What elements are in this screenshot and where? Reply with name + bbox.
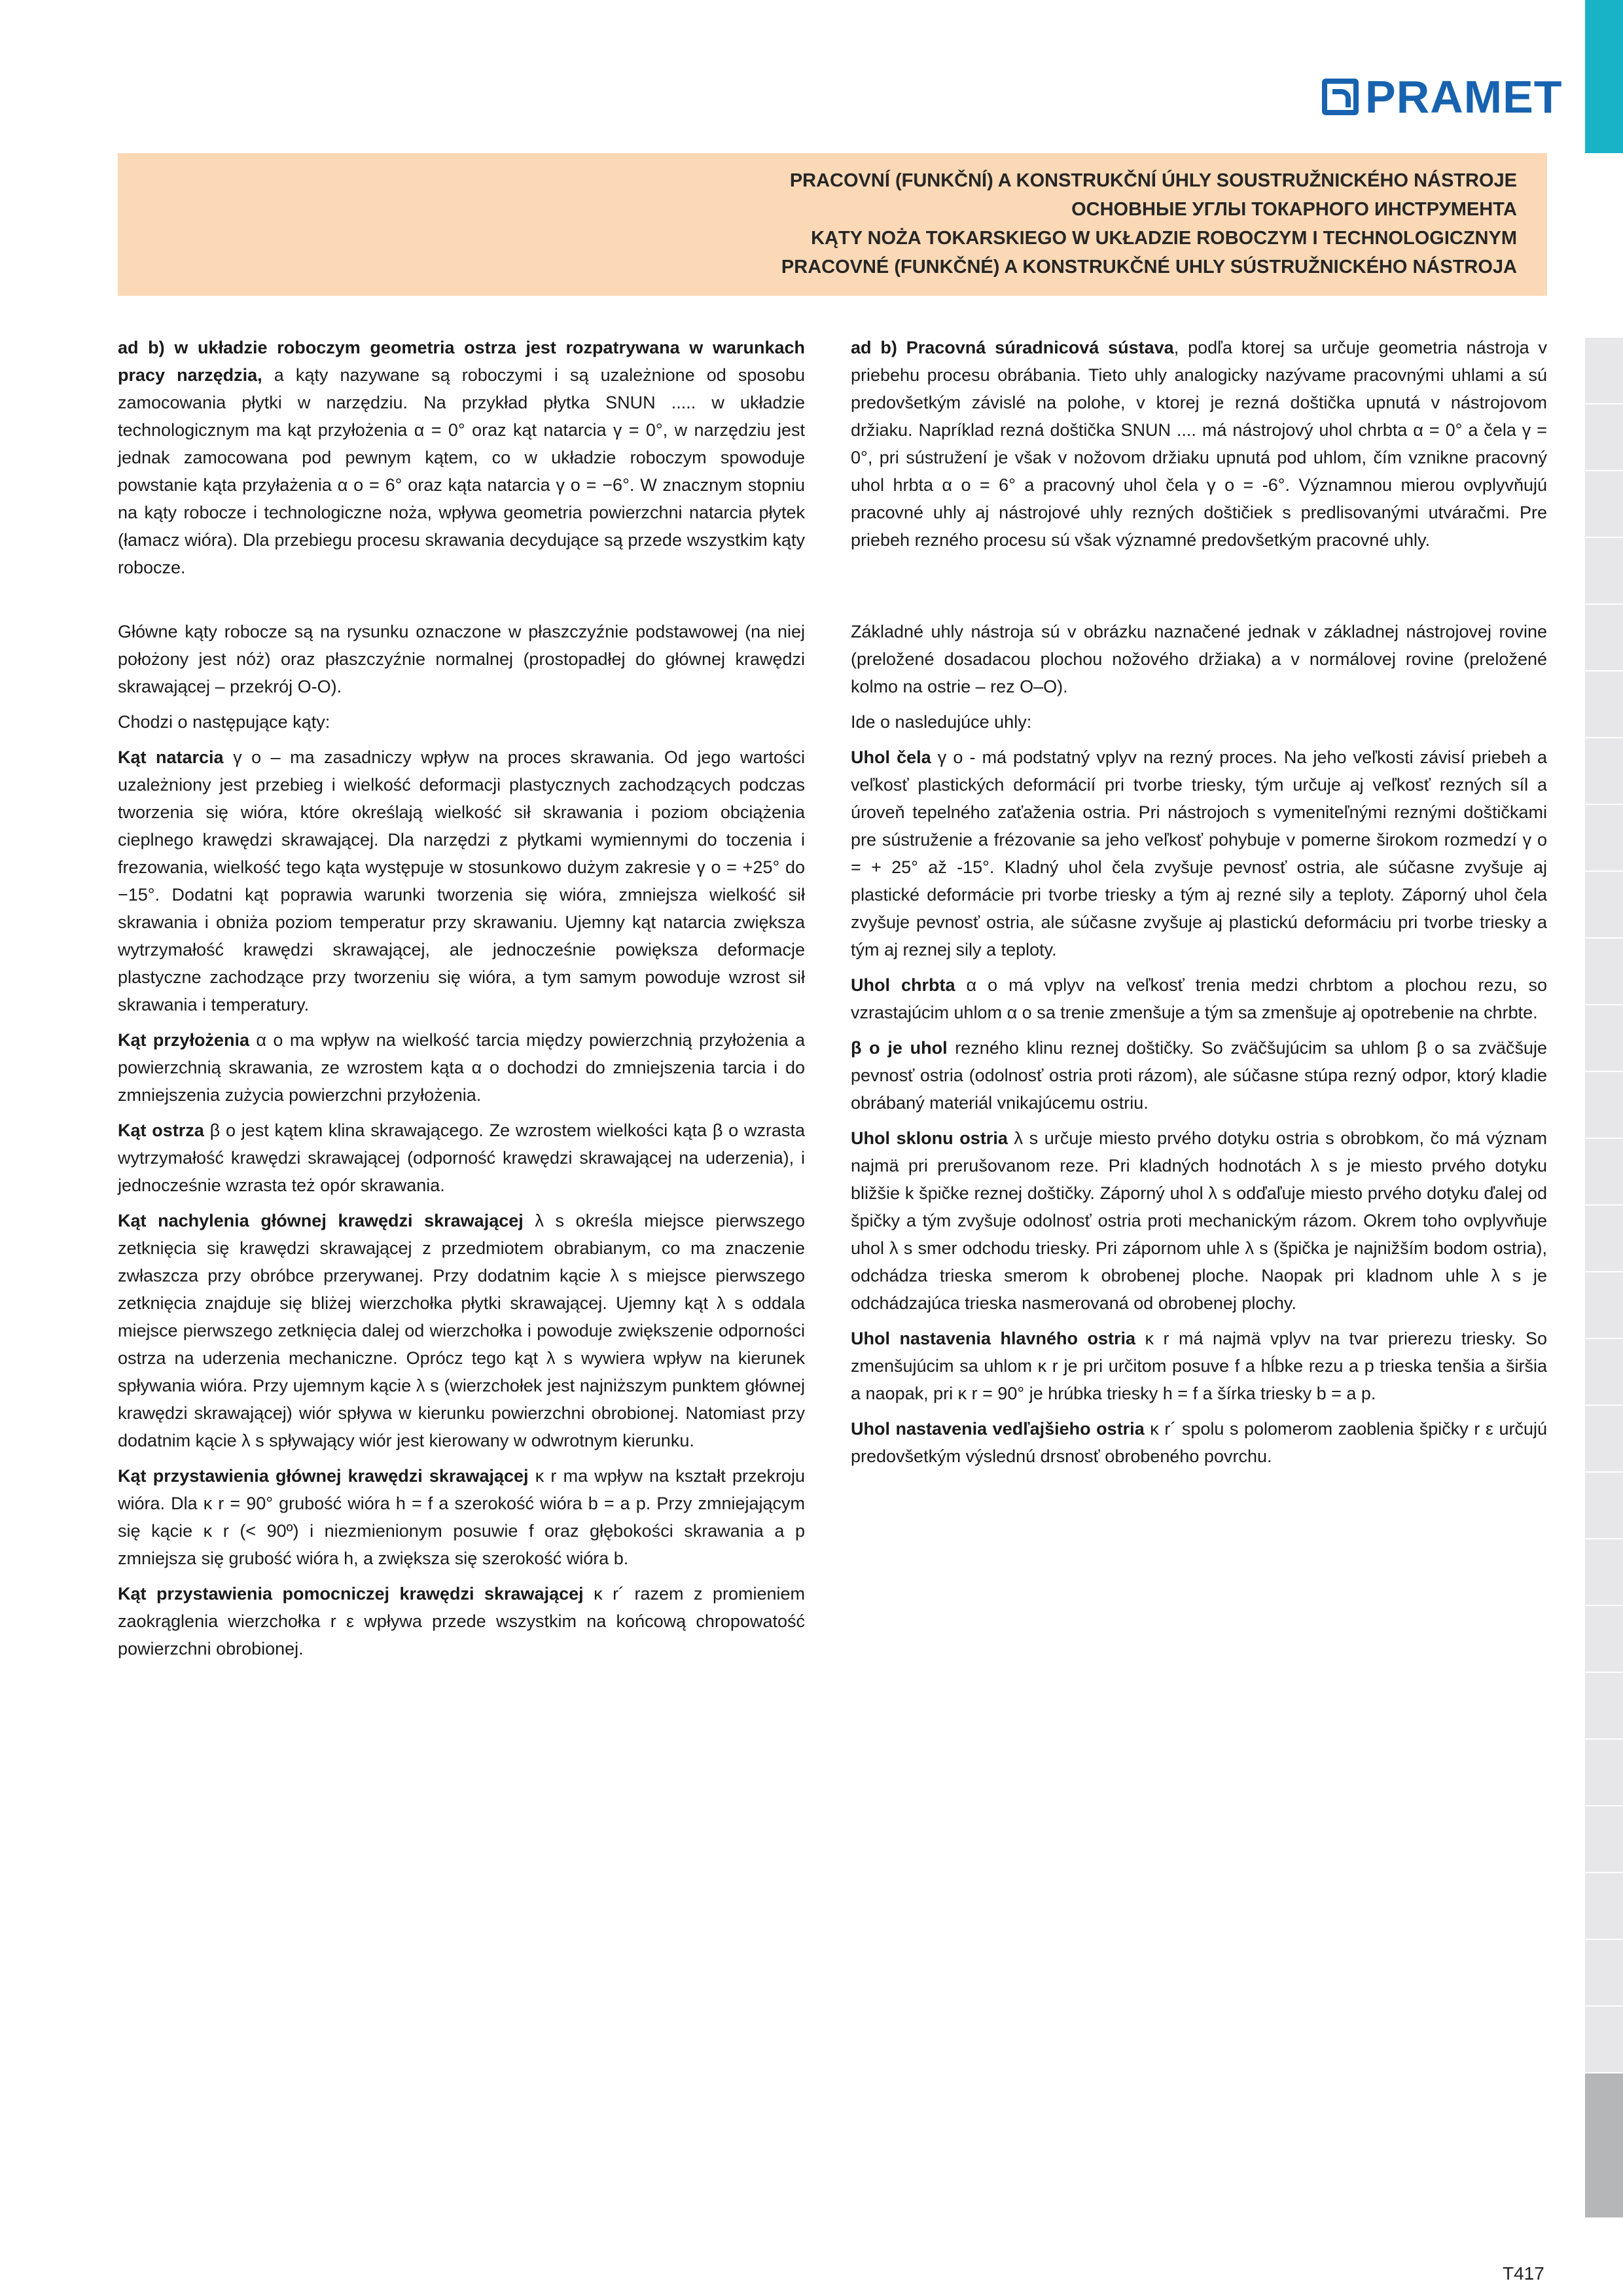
side-tab[interactable]: [1585, 939, 1623, 1005]
paragraph-text: λ s określa miejsce pierwszego zetknięcia się krawędzi skrawającej z przedmiotem obrabianym, co ma znaczenie zwłaszcza przy obróbce przerywanej. Przy dodatnim kącie λ s miejsce pierwszego zetknięcia znajduje się bliżej wierzchołka płytki skrawającej. Ujemny kąt λ s oddala miejsce pierwszego zetknięcia dalej od wierzchołka i powoduje zwiększenie odporności ostrza na uderzenia mechaniczne. Oprócz tego kąt λ s wywiera wpływ na kierunek spływania wióra. Przy ujemnym kącie λ s (wierzchołek jest najniższym punktem głównej krawędzi skrawającej) wiór spływa w kierunku powierzchni obrobionej. Natomiast przy dodatnim kącie λ s spływający wiór jest kierowany w odwrotnym kierunku.: [118, 1211, 806, 1450]
paragraph: [118, 1117, 805, 1199]
side-tab[interactable]: [1585, 1406, 1623, 1473]
side-tab[interactable]: [1585, 1339, 1623, 1406]
side-tab[interactable]: [1585, 1673, 1623, 1740]
header-title-pl: KĄTY NOŻA TOKARSKIEGO W UKŁADZIE ROBOCZYM I TECHNOLOGICZNYM: [811, 228, 1517, 249]
paragraph-lead: Uhol chrbta: [851, 975, 955, 995]
paragraph-text: , podľa ktorej sa určuje geometria nástroja v priebehu procesu obrábania. Tieto uhly analogicky nazývame pracovnými uhlami a sú predovšetkým závislé na polohe, v ktorej je rezná doštička upnutá v nástrojovom držiaku. Napríklad rezná doštička SNUN .... má nástrojový uhol chrbta α = 0° a čela γ = 0°, pri sústružení je však v nožovom držiaku upnutá pod uhlom, čím vznikne pracovný uhol hrbta α o = 6° a pracovný uhol čela γ o = -6°. Významnou mierou ovplyvňujú pracovné uhly aj nástrojové uhly rezných doštičiek s predlisovanými utváračmi. Pre priebeh rezného procesu sú však významné predovšetkým pracovné uhly.: [851, 338, 1547, 550]
side-tab[interactable]: [1585, 738, 1623, 805]
paragraph: [118, 1026, 805, 1109]
paragraph-lead: Kąt nachylenia głównej krawędzi skrawającej: [118, 1211, 524, 1230]
paragraph-lead: Kąt przystawienia głównej krawędzi skrawającej: [118, 1466, 529, 1486]
side-tab[interactable]: [1585, 805, 1623, 872]
paragraph-text: Główne kąty robocze są na rysunku oznaczone w płaszczyźnie podstawowej (na niej położony jest nóż) oraz płaszczyźnie normalnej (prostopadłej do głównej krawędzi skrawającej – przekrój O-O).: [118, 622, 805, 696]
side-tab[interactable]: [1585, 872, 1623, 939]
paragraph-text: γ o – ma zasadniczy wpływ na proces skrawania. Od jego wartości uzależniony jest przebieg i wielkość deformacji plastycznych zachodzących podczas tworzenia się wióra, które określają wielkość sił skrawania i poziom obciążenia cieplnego krawędzi skrawającej. Dla narzędzi z płytkami wymiennymi do toczenia i frezowania, wielkość tego kąta występuje w stosunkowo dużym zakresie γ o = +25° do −15°. Dodatni kąt poprawia warunki tworzenia się wióra, zmniejsza wielkość sił skrawania i obniża poziom temperatur przy skrawaniu. Ujemny kąt natarcia zwiększa wytrzymałość krawędzi skrawającej, ale jednocześnie powiększa deformacje plastyczne zachodzące przy tworzeniu się wióra, a tym samym powoduje wzrost sił skrawania i temperatury.: [118, 747, 805, 1014]
side-index-tabs: [1585, 0, 1623, 2296]
side-tab-active[interactable]: [1585, 0, 1623, 154]
paragraph-lead: Kąt natarcia: [118, 747, 224, 767]
side-tab[interactable]: [1585, 1072, 1623, 1139]
header-title-sk: PRACOVNÉ (FUNKČNÉ) A KONSTRUKČNÉ UHLY SÚSTRUŽNICKÉHO NÁSTROJA: [781, 257, 1517, 278]
paragraph: [118, 1462, 805, 1572]
paragraph-text: κ r má najmä vplyv na tvar prierezu triesky. So zmenšujúcim sa uhlom κ r je pri určitom posuve f a hĺbke rezu a p trieska tenšia a širšia a naopak, pri κ r = 90° je hrúbka triesky h = f a šírka triesky b = a p.: [851, 1329, 1547, 1403]
pramet-logo-icon: [1322, 79, 1359, 115]
header-title-cs: PRACOVNÍ (FUNKČNÍ) A KONSTRUKČNÍ ÚHLY SOUSTRUŽNICKÉHO NÁSTROJE: [789, 170, 1517, 191]
paragraph-lead: ad b) Pracovná súradnicová sústava: [851, 338, 1174, 357]
paragraph-lead: β o je uhol: [851, 1038, 948, 1058]
right-main-column: [851, 618, 1547, 1478]
paragraph-text: κ r´ spolu s polomerom zaoblenia špičky r ε určujú predovšetkým výslednú drsnosť obrobeného povrchu.: [851, 1419, 1547, 1466]
header-title-ru: ОСНОВНЫЕ УГЛЫ ТОКАРНОГО ИНСТРУМЕНТА: [1071, 199, 1517, 220]
side-tab[interactable]: [1585, 1005, 1623, 1072]
side-tab[interactable]: [1585, 1272, 1623, 1339]
paragraph: [851, 1325, 1547, 1407]
side-tab[interactable]: [1585, 1873, 1623, 1940]
paragraph-lead: Kąt przyłożenia: [118, 1030, 249, 1050]
paragraph: [851, 1415, 1547, 1470]
side-tab[interactable]: [1585, 1206, 1623, 1272]
left-main-column: [118, 618, 805, 1670]
paragraph-lead: Uhol nastavenia hlavného ostria: [851, 1329, 1136, 1348]
pramet-logo: [1322, 73, 1563, 120]
paragraph: [851, 744, 1547, 963]
side-tab[interactable]: [1585, 1139, 1623, 1206]
paragraph-text: Základné uhly nástroja sú v obrázku naznačené jednak v základnej nástrojovej rovine (preložené dosadacou plochou nožového držiaka) a v normálovej rovine (preložené kolmo na ostrie – rez O–O).: [851, 622, 1547, 696]
paragraph-lead: ad b) w układzie roboczym geometria ostrza jest rozpatrywana w warunkach pracy narzędzia,: [118, 338, 805, 385]
paragraph: [118, 334, 805, 581]
side-tab[interactable]: [1585, 338, 1623, 404]
side-tab[interactable]: [1585, 538, 1623, 605]
paragraph-text: α o ma wpływ na wielkość tarcia między powierzchnią przyłożenia a powierzchnią skrawania, ze wzrostem kąta α o dochodzi do zmniejszenia tarcia i do zmniejszenia zużycia powierzchni przyłożenia.: [118, 1030, 806, 1105]
right-top-paragraph: [851, 334, 1547, 562]
side-tab[interactable]: [1585, 1539, 1623, 1606]
header-band: [118, 153, 1547, 296]
paragraph: [851, 334, 1547, 554]
paragraph-lead: Uhol nastavenia vedľajšieho ostria: [851, 1419, 1145, 1439]
side-tab[interactable]: [1585, 404, 1623, 471]
paragraph: [118, 1580, 805, 1662]
paragraph-text: α o má vplyv na veľkosť trenia medzi chrbtom a plochou rezu, so vzrastajúcim uhlom α o sa trenie zmenšuje a tým sa zmenšuje aj opotrebenie na chrbte.: [851, 975, 1547, 1022]
side-tab[interactable]: [1585, 1473, 1623, 1539]
paragraph: [851, 971, 1547, 1026]
paragraph-text: Chodzi o następujące kąty:: [118, 712, 330, 732]
left-top-paragraph: [118, 334, 805, 589]
paragraph-text: Ide o nasledujúce uhly:: [851, 712, 1032, 732]
paragraph: [851, 1124, 1547, 1317]
side-tab[interactable]: [1585, 1740, 1623, 1806]
paragraph-lead: Kąt ostrza: [118, 1121, 204, 1140]
paragraph-lead: Uhol čela: [851, 747, 931, 767]
paragraph: [118, 708, 805, 736]
paragraph-text: a kąty nazywane są roboczymi i są uzależnione od sposobu zamocowania płytki w narzędziu. Na przykład płytka SNUN ..... w układzie technologicznym ma kąt przyłożenia α = 0° oraz kąt natarcia γ = 0°, w narzędziu jest jednak zamocowana pod pewnym kątem, co w układzie roboczym spowoduje powstanie kąta przyłażenia α o = 6° oraz kąta natarcia γ o = −6°. W znacznym stopniu na kąty robocze i technologiczne noża, wpływa geometria powierzchni natarcia płytek (łamacz wióra). Dla przebiegu procesu skrawania decydujące są przede wszystkim kąty robocze.: [118, 365, 805, 577]
paragraph-text: κ r´ razem z promieniem zaokrąglenia wierzchołka r ε wpływa przede wszystkim na końcową chropowatość powierzchni obrobionej.: [118, 1584, 805, 1659]
paragraph: [118, 618, 805, 700]
page-number: T417: [1503, 2263, 1544, 2284]
side-tab-lower[interactable]: [1585, 2073, 1623, 2219]
paragraph: [851, 708, 1547, 736]
side-tab[interactable]: [1585, 471, 1623, 538]
paragraph-text: β o jest kątem klina skrawającego. Ze wzrostem wielkości kąta β o wzrasta wytrzymałość krawędzi skrawającej (odporność krawędzi skrawającej na uderzenia), i jednocześnie wzrasta też opór skrawania.: [118, 1121, 805, 1195]
paragraph: [851, 618, 1547, 700]
side-tab[interactable]: [1585, 605, 1623, 672]
paragraph-lead: Uhol sklonu ostria: [851, 1128, 1008, 1148]
side-tab[interactable]: [1585, 1806, 1623, 1873]
side-tab[interactable]: [1585, 2007, 1623, 2073]
paragraph: [118, 744, 805, 1018]
paragraph-text: γ o - má podstatný vplyv na rezný proces. Na jeho veľkosti závisí priebeh a veľkosť plastických deformácií pri tvorbe triesky, tým určuje aj veľkosť rezných síl a úroveň tepelného zaťaženia ostria. Pri nástrojoch s vymeniteľnými reznými doštičkami pre sústruženie a frézovanie sa jeho veľkosť pohybuje v pomerne širokom rozmedzí γ o = + 25° až -15°. Kladný uhol čela zvyšuje pevnosť ostria, ale súčasne zvyšuje aj plastické deformácie pri tvorbe triesky a tým aj rezné sily a teploty. Záporný uhol čela zvyšuje pevnosť ostria, ale súčasne zvyšuje aj plastickú deformáciu pri tvorbe triesky a tým aj reznej sily a teploty.: [851, 747, 1547, 960]
side-tab[interactable]: [1585, 1940, 1623, 2007]
side-tab[interactable]: [1585, 672, 1623, 738]
paragraph: [851, 1034, 1547, 1117]
paragraph-lead: Kąt przystawienia pomocniczej krawędzi skrawającej: [118, 1584, 584, 1604]
brand-name: PRAMET: [1365, 71, 1563, 122]
paragraph-text: κ r ma wpływ na kształt przekroju wióra. Dla κ r = 90° grubość wióra h = f a szerokość wióra b = a p. Przy zmniejającym się kącie κ r (< 90º) i niezmienionym posuwie f oraz głębokości skrawania a p zmniejsza się grubość wióra h, a zwiększa się szerokość wióra b.: [118, 1466, 805, 1568]
side-tab[interactable]: [1585, 1606, 1623, 1673]
paragraph: [118, 1207, 805, 1454]
paragraph-text: rezného klinu reznej doštičky. So zväčšujúcim sa uhlom β o sa zväčšuje pevnosť ostria (odolnosť ostria proti rázom), ale súčasne stúpa rezný odpor, ktorý kladie obrábaný materiál vnikajúcemu ostriu.: [851, 1038, 1547, 1113]
paragraph-text: λ s určuje miesto prvého dotyku ostria s obrobkom, čo má význam najmä pri prerušovanom reze. Pri kladných hodnotách λ s je miesto prvého dotyku bližšie k špičke reznej doštičky. Záporný uhol λ s odďaľuje miesto prvého dotyku ďalej od špičky a tým zvyšuje odolnosť ostria proti mechanickým rázom. Okrem toho ovplyvňuje uhol λ s smer odchodu triesky. Pri zápornom uhle λ s (špička je najnižším bodom ostria), odchádza trieska smerom k obrobenej ploche. Naopak pri kladnom uhle λ s je odchádzajúca trieska nasmerovaná od obrobenej plochy.: [851, 1128, 1547, 1313]
